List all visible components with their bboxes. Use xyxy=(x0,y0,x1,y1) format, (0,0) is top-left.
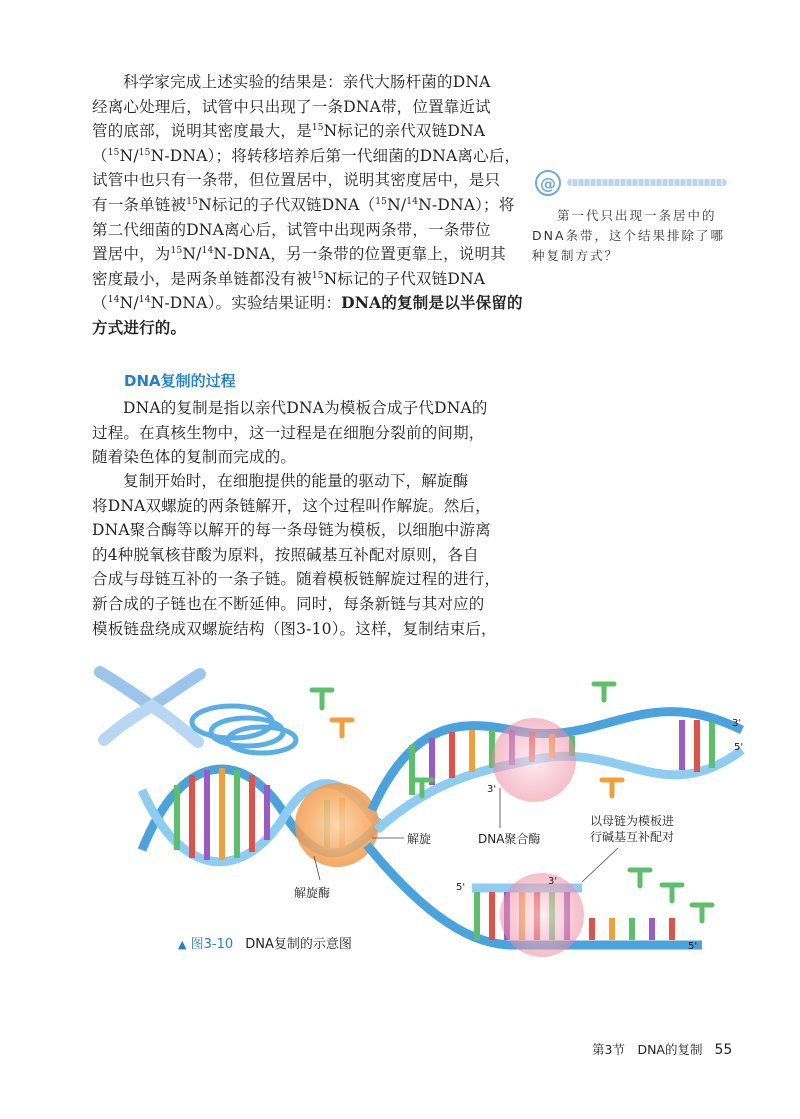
text: N/ xyxy=(119,146,139,165)
caption-triangle-icon: ▲ xyxy=(178,938,187,951)
question-swirl-icon: @ xyxy=(535,170,561,196)
label-3prime-mid: 3' xyxy=(487,784,497,795)
label-dna-polymerase: DNA聚合酶 xyxy=(478,832,541,846)
dna-replication-figure xyxy=(82,660,782,980)
text: （ xyxy=(92,294,108,313)
text-line: 新合成的子链也在不断延伸。同时，每条新链与其对应的 xyxy=(92,594,485,613)
text: N/ xyxy=(387,195,407,214)
text: N/ xyxy=(182,245,202,264)
text: 密度最小，是两条单链都没有被 xyxy=(92,269,312,288)
text: N标记的亲代双链DNA xyxy=(323,122,486,141)
text: N标记的子代双链DNA（ xyxy=(198,195,376,214)
text-line: 模板链盘绕成双螺旋结构（图3-10）。这样，复制结束后， xyxy=(92,619,497,638)
text: N-DNA）；将转移培养后第一代细菌的DNA离心后， xyxy=(150,146,521,165)
paragraph-definition xyxy=(92,396,504,470)
decorative-rule xyxy=(567,179,727,186)
dna-polymerase-upper xyxy=(492,718,576,802)
text: N-DNA，另一条带的位置更靠上，说明其 xyxy=(213,245,506,264)
text: 管的底部，说明其密度最大，是 xyxy=(92,122,312,141)
label-5prime-top: 5' xyxy=(734,742,744,753)
text: 有一条单链被 xyxy=(92,195,187,214)
text-line: 第一代只出现一条居中的 xyxy=(557,208,717,223)
isotope: 15 xyxy=(311,270,324,281)
isotope: 14 xyxy=(107,295,120,306)
text-line xyxy=(92,267,504,292)
page-footer xyxy=(592,1040,732,1058)
dna-polymerase-lower xyxy=(500,873,584,957)
chromosome-icon xyxy=(100,672,200,742)
dna-coil xyxy=(192,706,296,753)
section-heading: DNA复制的过程 xyxy=(124,372,236,390)
text: 第二代细菌的DNA离心后，试管中出现两条带，一条带位 xyxy=(92,220,491,239)
paragraph-experiment-results xyxy=(92,70,523,341)
text-line xyxy=(92,242,504,267)
text-line: DNA聚合酶等以解开的每一条母链为模板，以细胞中游离 xyxy=(92,521,491,540)
text-line: DNA条带，这个结果排除了哪 xyxy=(532,228,726,243)
text-line: 随着染色体的复制而完成的。 xyxy=(92,448,297,467)
text-line: 复制开始时，在细胞提供的能量的驱动下，解旋酶 xyxy=(123,472,469,490)
label-5prime-bottom: 5' xyxy=(688,941,698,952)
text-line xyxy=(92,316,504,341)
isotope: 15 xyxy=(186,196,199,207)
label-base-pairing-line1: 以母链为模板进 xyxy=(590,814,675,828)
text: 试管中也只有一条带，但位置居中，说明其密度居中，是只 xyxy=(92,171,501,190)
figure-caption xyxy=(178,933,352,952)
label-3prime-top: 3' xyxy=(732,718,742,729)
text-line xyxy=(92,70,504,95)
text-line xyxy=(92,95,504,120)
text-line xyxy=(92,218,504,243)
text-line xyxy=(92,144,521,169)
side-question-text xyxy=(532,206,737,266)
text: （ xyxy=(92,146,108,165)
text: 置居中，为 xyxy=(92,245,171,264)
isotope: 15 xyxy=(138,147,151,158)
label-3prime-lower: 3' xyxy=(548,876,558,887)
bold-conclusion: DNA的复制是以半保留的 xyxy=(341,293,523,313)
text-line: 将DNA双螺旋的两条链解开，这个过程叫作解旋。然后， xyxy=(92,496,491,515)
isotope: 14 xyxy=(138,295,151,306)
footer-section-title: 第3节 DNA的复制 xyxy=(592,1042,703,1057)
text: N-DNA）。实验结果证明： xyxy=(150,294,342,313)
isotope: 14 xyxy=(406,196,419,207)
text-line xyxy=(92,119,504,144)
text: 经离心处理后，试管中只出现了一条DNA带，位置靠近试 xyxy=(92,97,491,116)
text-line: 的4种脱氧核苷酸为原料，按照碱基互补配对原则，各自 xyxy=(92,545,479,564)
text: N/ xyxy=(119,294,139,313)
text: N标记的子代双链DNA xyxy=(323,269,486,288)
text-line: 过程。在真核生物中，这一过程是在细胞分裂前的间期， xyxy=(92,423,485,442)
text: 科学家完成上述实验的结果是：亲代大肠杆菌的DNA xyxy=(123,73,491,91)
isotope: 15 xyxy=(107,147,120,158)
caption-number: 图3-10 xyxy=(190,937,234,952)
page-number: 55 xyxy=(714,1042,733,1058)
dna-replication-diagram xyxy=(82,660,782,980)
text: N-DNA）；将 xyxy=(418,195,515,214)
label-unwinding: 解旋 xyxy=(407,832,432,846)
text-line xyxy=(92,193,515,218)
isotope: 15 xyxy=(311,123,324,134)
label-base-pairing-line2: 行碱基互补配对 xyxy=(590,830,675,844)
label-5prime-lower: 5' xyxy=(456,882,466,893)
isotope: 14 xyxy=(201,246,214,257)
label-helicase: 解旋酶 xyxy=(294,886,331,900)
isotope: 15 xyxy=(170,246,183,257)
caption-text: DNA复制的示意图 xyxy=(245,937,352,952)
helicase-enzyme xyxy=(295,783,379,867)
text-line xyxy=(92,168,504,193)
isotope: 15 xyxy=(375,196,388,207)
paragraph-process xyxy=(92,469,504,641)
text-line: 种复制方式？ xyxy=(532,248,620,263)
text-line: 合成与母链互补的一条子链。随着模板链解旋过程的进行， xyxy=(92,570,501,589)
text-line: DNA的复制是指以亲代DNA为模板合成子代DNA的 xyxy=(123,399,488,417)
bold-conclusion: 方式进行的。 xyxy=(92,317,187,337)
text-line xyxy=(92,291,523,316)
